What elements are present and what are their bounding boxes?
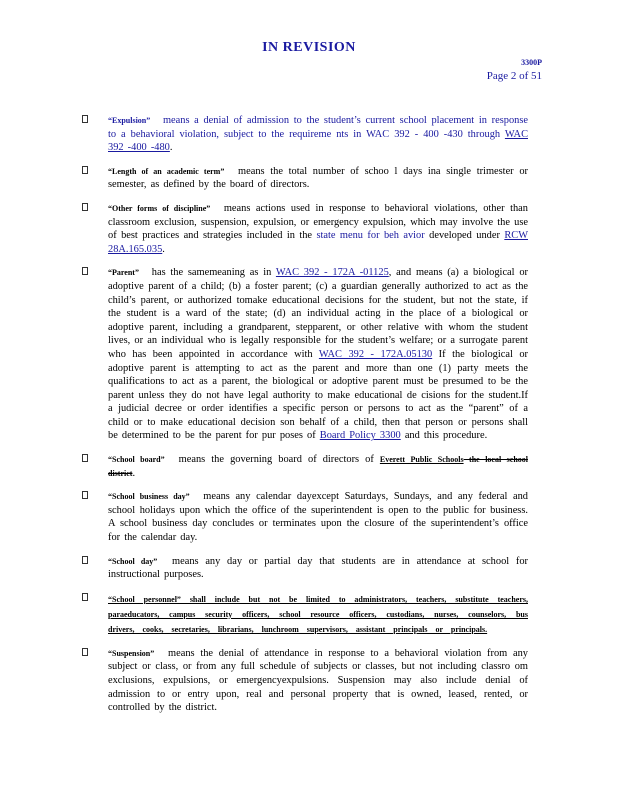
square-bullet-icon	[82, 166, 88, 174]
definition-school-day	[80, 555, 528, 582]
term-label: “Expulsion”	[108, 116, 151, 125]
square-bullet-icon	[82, 115, 88, 123]
definition-suspension	[80, 647, 528, 715]
definition-text: means the governing board of directors of	[172, 454, 380, 466]
square-bullet-icon	[82, 267, 88, 275]
definition-text: developed under	[424, 230, 505, 242]
definition-text: means a denial of admission to the student’s current school placement in response to a behavioral violation, subject to the requireme nts in WAC 392 - 400 -430 through	[108, 115, 528, 140]
definition-parent	[80, 266, 528, 443]
definition-text: means actions used in response to behavioral violations, other than classroom exclusion, suspension, expulsion, or emergency expulsion, which may involve the use of best practices and strategies included in the	[108, 202, 528, 242]
board-policy-link[interactable]: Board Policy 3300	[319, 430, 401, 442]
inserted-text: state menu for beh avior	[316, 230, 425, 242]
square-bullet-icon	[82, 491, 88, 499]
policy-number: 3300P	[521, 58, 542, 67]
definition-text: means any day or partial day that students are in attendance at school for instructional purposes.	[108, 555, 529, 581]
page-number: Page 2 of 51	[486, 70, 542, 82]
definition-text: .	[132, 467, 136, 479]
definition-text: If the biological or adoptive parent is attempting to act as the parent and more than one (1) party meets the qualifications to act as a parent, the biological or adoptive parent must be presumed to be the parent unless they do not have legal authority to make educational de cisions for the student.If a judicial decree or order identifies a specific person or persons to act as the “parent” of a child or to make educational decision son behalf of a child, then that person or persons shall be determined to be the parent for pur poses of	[108, 348, 528, 442]
term-label: “Length of an academic term”	[108, 166, 225, 176]
term-label: “School day”	[108, 556, 158, 566]
wac-link[interactable]: WAC 392 -400 -480	[108, 128, 528, 154]
square-bullet-icon	[82, 556, 88, 564]
rcw-link[interactable]: RCW 28A.165.035	[108, 230, 528, 255]
term-label: “School business day”	[108, 492, 190, 502]
square-bullet-icon	[82, 454, 88, 462]
definition-school-personnel	[80, 592, 528, 637]
square-bullet-icon	[82, 648, 88, 656]
definition-text: and this procedure.	[400, 430, 488, 442]
definition-school-board	[80, 453, 528, 480]
definition-length-academic-term	[80, 165, 528, 192]
definitions-list	[80, 114, 528, 725]
definition-text: means any calendar dayexcept Saturdays, Sundays, and any federal and school holidays upon which the office of the superintendent is open to the public for business. A school business day concludes or terminates upon the closure of the superintendent’s office for the calendar day.	[108, 491, 528, 544]
definition-text: .	[162, 243, 165, 255]
square-bullet-icon	[82, 203, 88, 211]
definition-other-forms-discipline	[80, 202, 528, 256]
struck-text: the local school district	[108, 455, 528, 478]
term-label: “Suspension”	[108, 648, 155, 658]
definition-text: .	[169, 142, 173, 154]
term-label: “Parent”	[108, 268, 139, 278]
term-label: “Other forms of discipline”	[108, 203, 211, 213]
header-title: IN REVISION	[262, 40, 356, 55]
wac-link[interactable]: WAC 392 - 172A.05130	[318, 348, 433, 360]
wac-link[interactable]: WAC 392 - 172A -01125	[275, 267, 389, 279]
definition-text: , and means (a) a biological or adoptive parent of a child; (b) a foster parent; (c) a guardian generally authorized to act as the child’s parent, or authorized tomake educational decisions for the student, but not the state, if the student is a ward of the state; (d) an individual acting in the place of a biological or adoptive parent, including a grandparent, stepparent, or other relative with whom the student lives, or an individual who is legally responsible for the student’s welfare; or a surrogate parent who has been appointed in accordance with	[108, 267, 529, 360]
definition-text: “School personnel” shall include but not be limited to administrators, teachers, substitute teachers, paraeducators, campus security officers, school resource officers, custodians, nurses, counselors, bus drivers, cooks, secretaries, librarians, lunchroom supervisors, assistant principals or principals.	[108, 594, 528, 634]
definition-text: has the samemeaning as in	[146, 267, 276, 279]
definition-expulsion	[80, 114, 528, 155]
inserted-text: Everett Public Schools	[379, 455, 464, 465]
square-bullet-icon	[82, 593, 88, 601]
definition-text: means the denial of attendance in response to a behavioral violation from any subject or class, or from any full schedule of subjects or classes, but not including classro om exclusions, expulsions, or emergencyexpulsions. Suspension may also include denial of admission to or entry upon, real and personal property that is owned, leased, rented, or controlled by the district.	[108, 647, 528, 714]
term-label: “School board”	[108, 455, 165, 465]
definition-school-business-day	[80, 490, 528, 544]
definition-text: means the total number of schoo l days ina single trimester or semester, as defined by the board of directors.	[108, 165, 528, 191]
